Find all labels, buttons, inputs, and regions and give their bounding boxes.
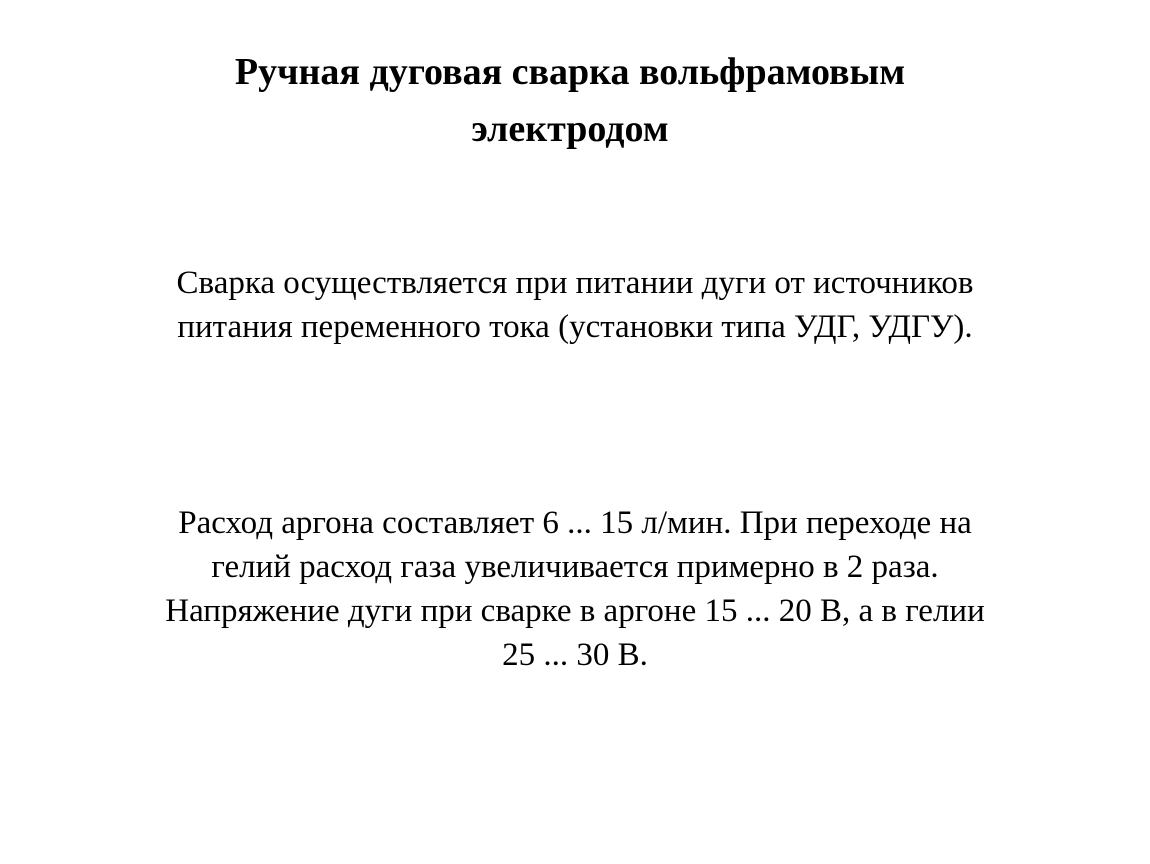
paragraph-line: 25 ... 30 В. — [502, 637, 648, 673]
slide-title — [95, 44, 1045, 158]
paragraph-line: гелий расход газа увеличивается примерно в 2 раза. — [211, 549, 939, 585]
paragraph-gas-and-voltage — [75, 501, 1075, 677]
paragraph-line: Сварка осуществляется при питании дуги от источников — [176, 265, 974, 301]
paragraph-line: питания переменного тока (установки типа УДГ, УДГУ). — [177, 309, 973, 345]
slide-title-line: электродом — [471, 108, 669, 150]
paragraph-line: Напряжение дуги при сварке в аргоне 15 ... 20 В, а в гелии — [165, 593, 985, 629]
paragraph-line: Расход аргона составляет 6 ... 15 л/мин. При переходе на — [178, 505, 972, 541]
paragraph-power-source — [75, 261, 1075, 349]
slide-title-line: Ручная дуговая сварка вольфрамовым — [234, 51, 906, 93]
